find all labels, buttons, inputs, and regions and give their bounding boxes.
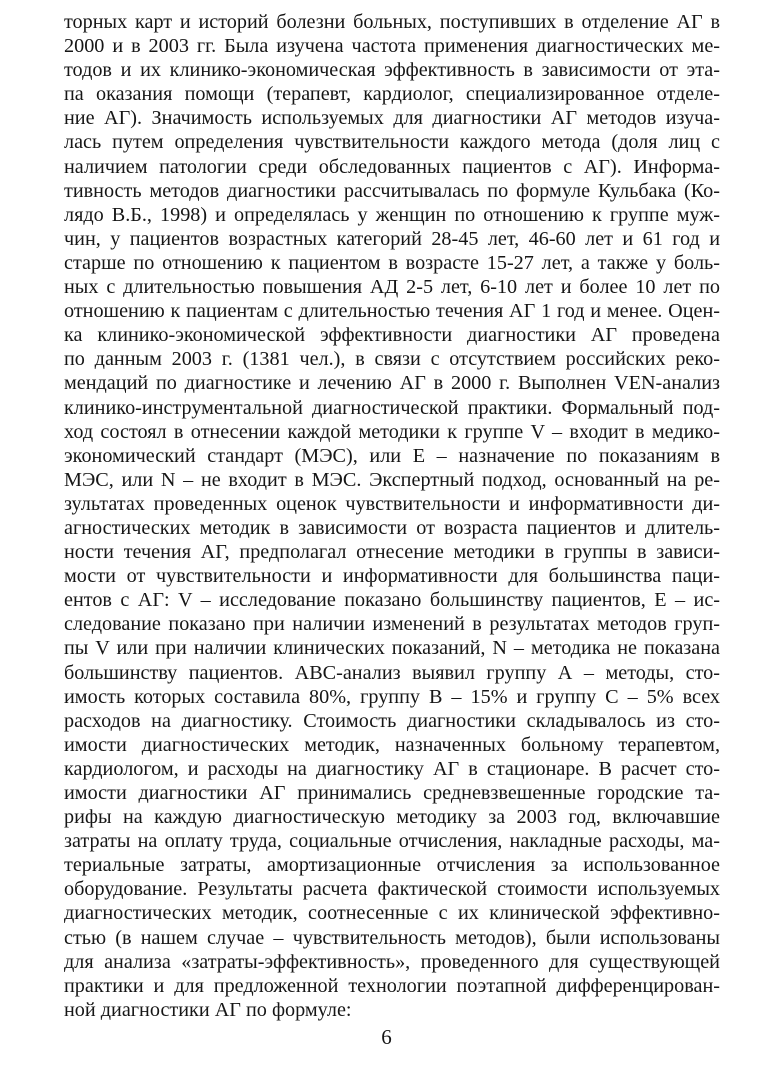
text-line: следование показано при наличии изменений в результатах методов груп- (64, 613, 720, 636)
text-line: имость которых составила 80%, группу В – 15% и группу С – 5% всех (64, 685, 720, 708)
text-line: стью (в нашем случае – чувствительность методов), были использованы (64, 926, 720, 949)
text-line: отношению к пациентам с длительностью течения АГ 1 год и менее. Оцен- (64, 300, 720, 323)
text-line: МЭС, или N – не входит в МЭС. Экспертный подход, основанный на ре- (64, 468, 720, 491)
text-line: ход состоял в отнесении каждой методики к группе V – входит в медико- (64, 420, 720, 443)
text-line: ной диагностики АГ по формуле: (64, 998, 352, 1021)
text-line: чин, у пациентов возрастных категорий 28-45 лет, 46-60 лет и 61 год и (64, 227, 720, 250)
text-line: зультатах проведенных оценок чувствительности и информативности ди- (64, 492, 720, 515)
text-line: тивность методов диагностики рассчитывалась по формуле Кульбака (Ко- (64, 179, 720, 202)
text-line: па оказания помощи (терапевт, кардиолог, специализированное отделе- (64, 83, 720, 106)
text-line: расходов на диагностику. Стоимость диагностики складывалось из сто- (64, 709, 720, 732)
text-line: мости от чувствительности и информативности для большинства паци- (64, 565, 720, 588)
text-line: большинству пациентов. АВС-анализ выявил группу А – методы, сто- (64, 661, 720, 684)
text-line: агностических методик в зависимости от возраста пациентов и длитель- (64, 516, 720, 539)
text-line: ентов с АГ: V – исследование показано большинству пациентов, Е – ис- (64, 589, 720, 612)
text-line: лась путем определения чувствительности каждого метода (доля лиц с (64, 131, 720, 154)
text-line: ных с длительностью повышения АД 2-5 лет, 6-10 лет и более 10 лет по (64, 276, 720, 299)
text-line: торных карт и историй болезни больных, поступивших в отделение АГ в (64, 11, 720, 33)
text-line: ности течения АГ, предполагал отнесение методики в группы в зависи- (64, 541, 720, 564)
text-line: рифы на каждую диагностическую методику за 2003 год, включавшие (64, 806, 720, 829)
text-line: для анализа «затраты-эффективность», проведенного для существующей (64, 950, 720, 973)
text-line: имости диагностики АГ принимались средневзвешенные городские та- (64, 782, 720, 804)
text-line: ка клинико-экономической эффективности диагностики АГ проведена (64, 324, 720, 347)
text-line: оборудование. Результаты расчета фактической стоимости используемых (64, 878, 720, 901)
text-line: экономический стандарт (МЭС), или Е – назначение по показаниям в (64, 444, 720, 467)
text-line: по данным 2003 г. (1381 чел.), в связи с отсутствием российских реко- (64, 348, 720, 371)
text-line: наличием патологии среди обследованных пациентов с АГ). Информа- (64, 155, 720, 178)
text-line: кардиологом, и расходы на диагностику АГ в стационаре. В расчет сто- (64, 757, 720, 780)
text-line: практики и для предложенной технологии поэтапной дифференцирован- (64, 974, 720, 997)
text-line: 2000 и в 2003 гг. Была изучена частота применения диагностических ме- (64, 35, 720, 58)
text-line: диагностических методик, соотнесенные с их клинической эффективно- (64, 902, 720, 925)
text-line: териальные затраты, амортизационные отчисления за использованное (64, 854, 720, 877)
text-line: ние АГ). Значимость используемых для диагностики АГ методов изуча- (64, 107, 720, 130)
page-number: 6 (381, 1025, 392, 1049)
text-line: мендаций по диагностике и лечению АГ в 2000 г. Выполнен VEN-анализ (64, 372, 720, 395)
body-text (64, 10, 720, 1022)
text-line: тодов и их клинико-экономическая эффективность в зависимости от эта- (64, 59, 720, 82)
text-line: имости диагностических методик, назначенных больному терапевтом, (64, 733, 720, 756)
text-line: затраты на оплату труда, социальные отчисления, накладные расходы, ма- (64, 830, 720, 853)
text-line: клинико-инструментальной диагностической практики. Формальный под- (64, 396, 720, 419)
text-line: пы V или при наличии клинических показаний, N – методика не показана (64, 637, 720, 660)
text-line: старше по отношению к пациентом в возрасте 15-27 лет, а также у боль- (64, 251, 720, 274)
text-line: лядо В.Б., 1998) и определялась у женщин по отношению к группе муж- (64, 203, 720, 226)
